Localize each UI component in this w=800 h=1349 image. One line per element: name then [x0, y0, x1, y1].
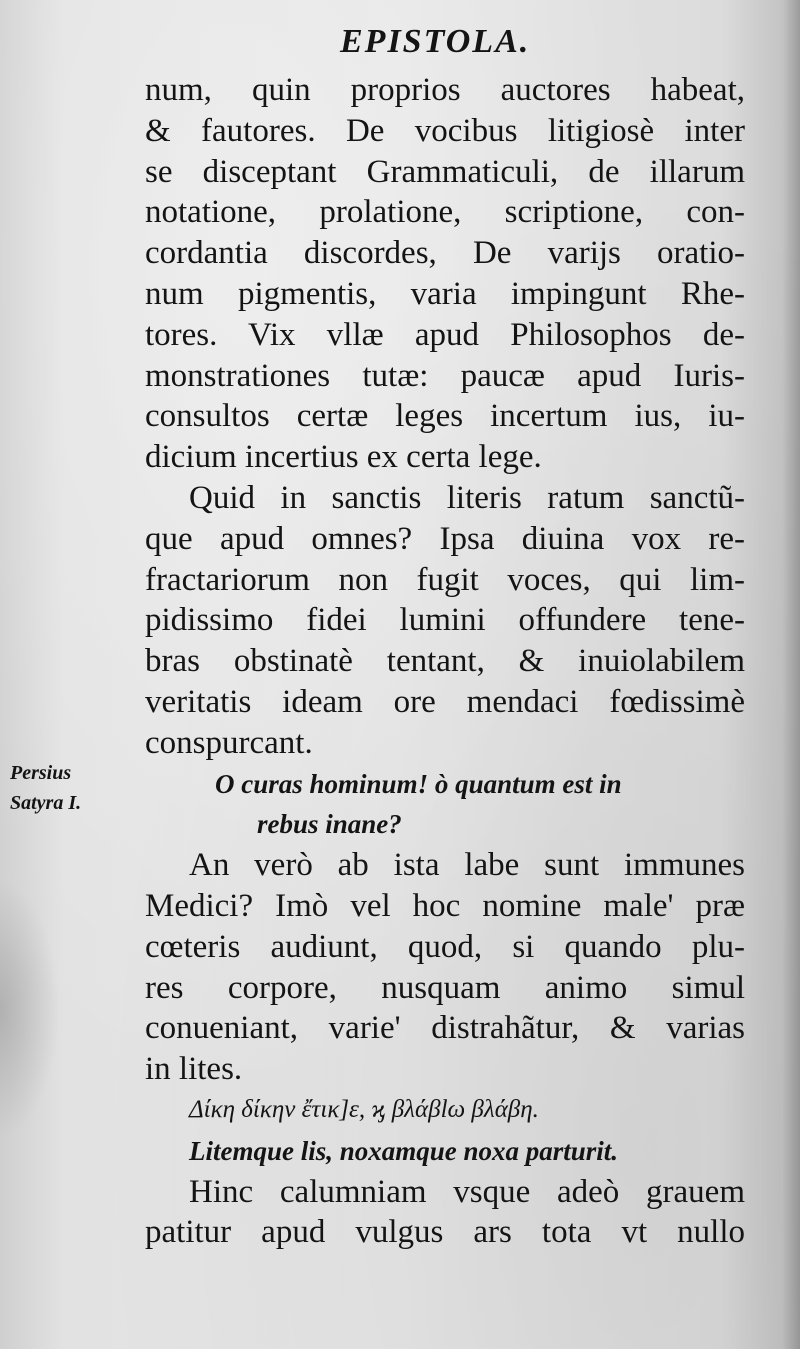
text-line: dicium incertius ex certa lege.	[145, 439, 542, 476]
margin-note-line: Persius	[10, 762, 72, 784]
latin-translation-line: Litemque lis, noxamque noxa parturit.	[189, 1135, 619, 1166]
body-text	[145, 70, 745, 1253]
text-line: conspurcant.	[145, 724, 313, 761]
text-line: res corpore, nusquam animo simul	[145, 969, 745, 1006]
verse-quote-line: O curas hominum! ò quantum est in	[215, 768, 622, 799]
text-line: Medici? Imò vel hoc nomine male' præ	[145, 887, 745, 924]
margin-note	[10, 758, 81, 818]
text-line: conueniant, varie' distrahãtur, & varias	[145, 1010, 745, 1047]
text-line: in lites.	[145, 1051, 243, 1088]
text-line: que apud omnes? Ipsa diuina vox re-	[145, 520, 745, 557]
page-edge-shadow	[782, 0, 800, 1349]
verse-quote-line: rebus inane?	[257, 809, 402, 840]
text-line: cœteris audiunt, quod, si quando plu-	[145, 928, 745, 965]
text-line: veritatis ideam ore mendaci fœdissimè	[145, 683, 745, 720]
text-line: fractariorum non fugit voces, qui lim-	[145, 561, 745, 598]
text-line: & fautores. De vocibus litigiosè inter	[145, 112, 745, 149]
text-line: monstrationes tutæ: paucæ apud Iuris-	[145, 357, 745, 394]
paper-stain	[0, 880, 60, 1140]
text-line: num, quin proprios auctores habeat,	[145, 72, 745, 108]
text-line: num pigmentis, varia impingunt Rhe-	[145, 275, 745, 312]
text-line: consultos certæ leges incertum ius, iu-	[145, 398, 745, 435]
text-line: An verò ab ista labe sunt immunes	[189, 847, 745, 884]
text-line: Quid in sanctis literis ratum sanctũ-	[189, 479, 745, 516]
text-line: tores. Vix vllæ apud Philosophos de-	[145, 316, 745, 353]
text-line: patitur apud vulgus ars tota vt nullo	[145, 1214, 745, 1251]
running-head: EPISTOLA.	[340, 23, 531, 60]
text-line: Hinc calumniam vsque adeò grauem	[189, 1173, 745, 1210]
text-line: bras obstinatè tentant, & inuiolabilem	[145, 643, 745, 680]
margin-note-line: Satyra I.	[10, 792, 82, 814]
text-line: pidissimo fidei lumini offundere tene-	[145, 602, 745, 639]
text-line: notatione, prolatione, scriptione, con-	[145, 194, 745, 231]
text-line: se disceptant Grammaticuli, de illarum	[145, 153, 745, 190]
greek-quote-line: Δίκη δίκην ἔτικ]ε, ϗ βλάβlω βλάβη.	[189, 1095, 539, 1123]
text-line: cordantia discordes, De varijs oratio-	[145, 235, 745, 272]
